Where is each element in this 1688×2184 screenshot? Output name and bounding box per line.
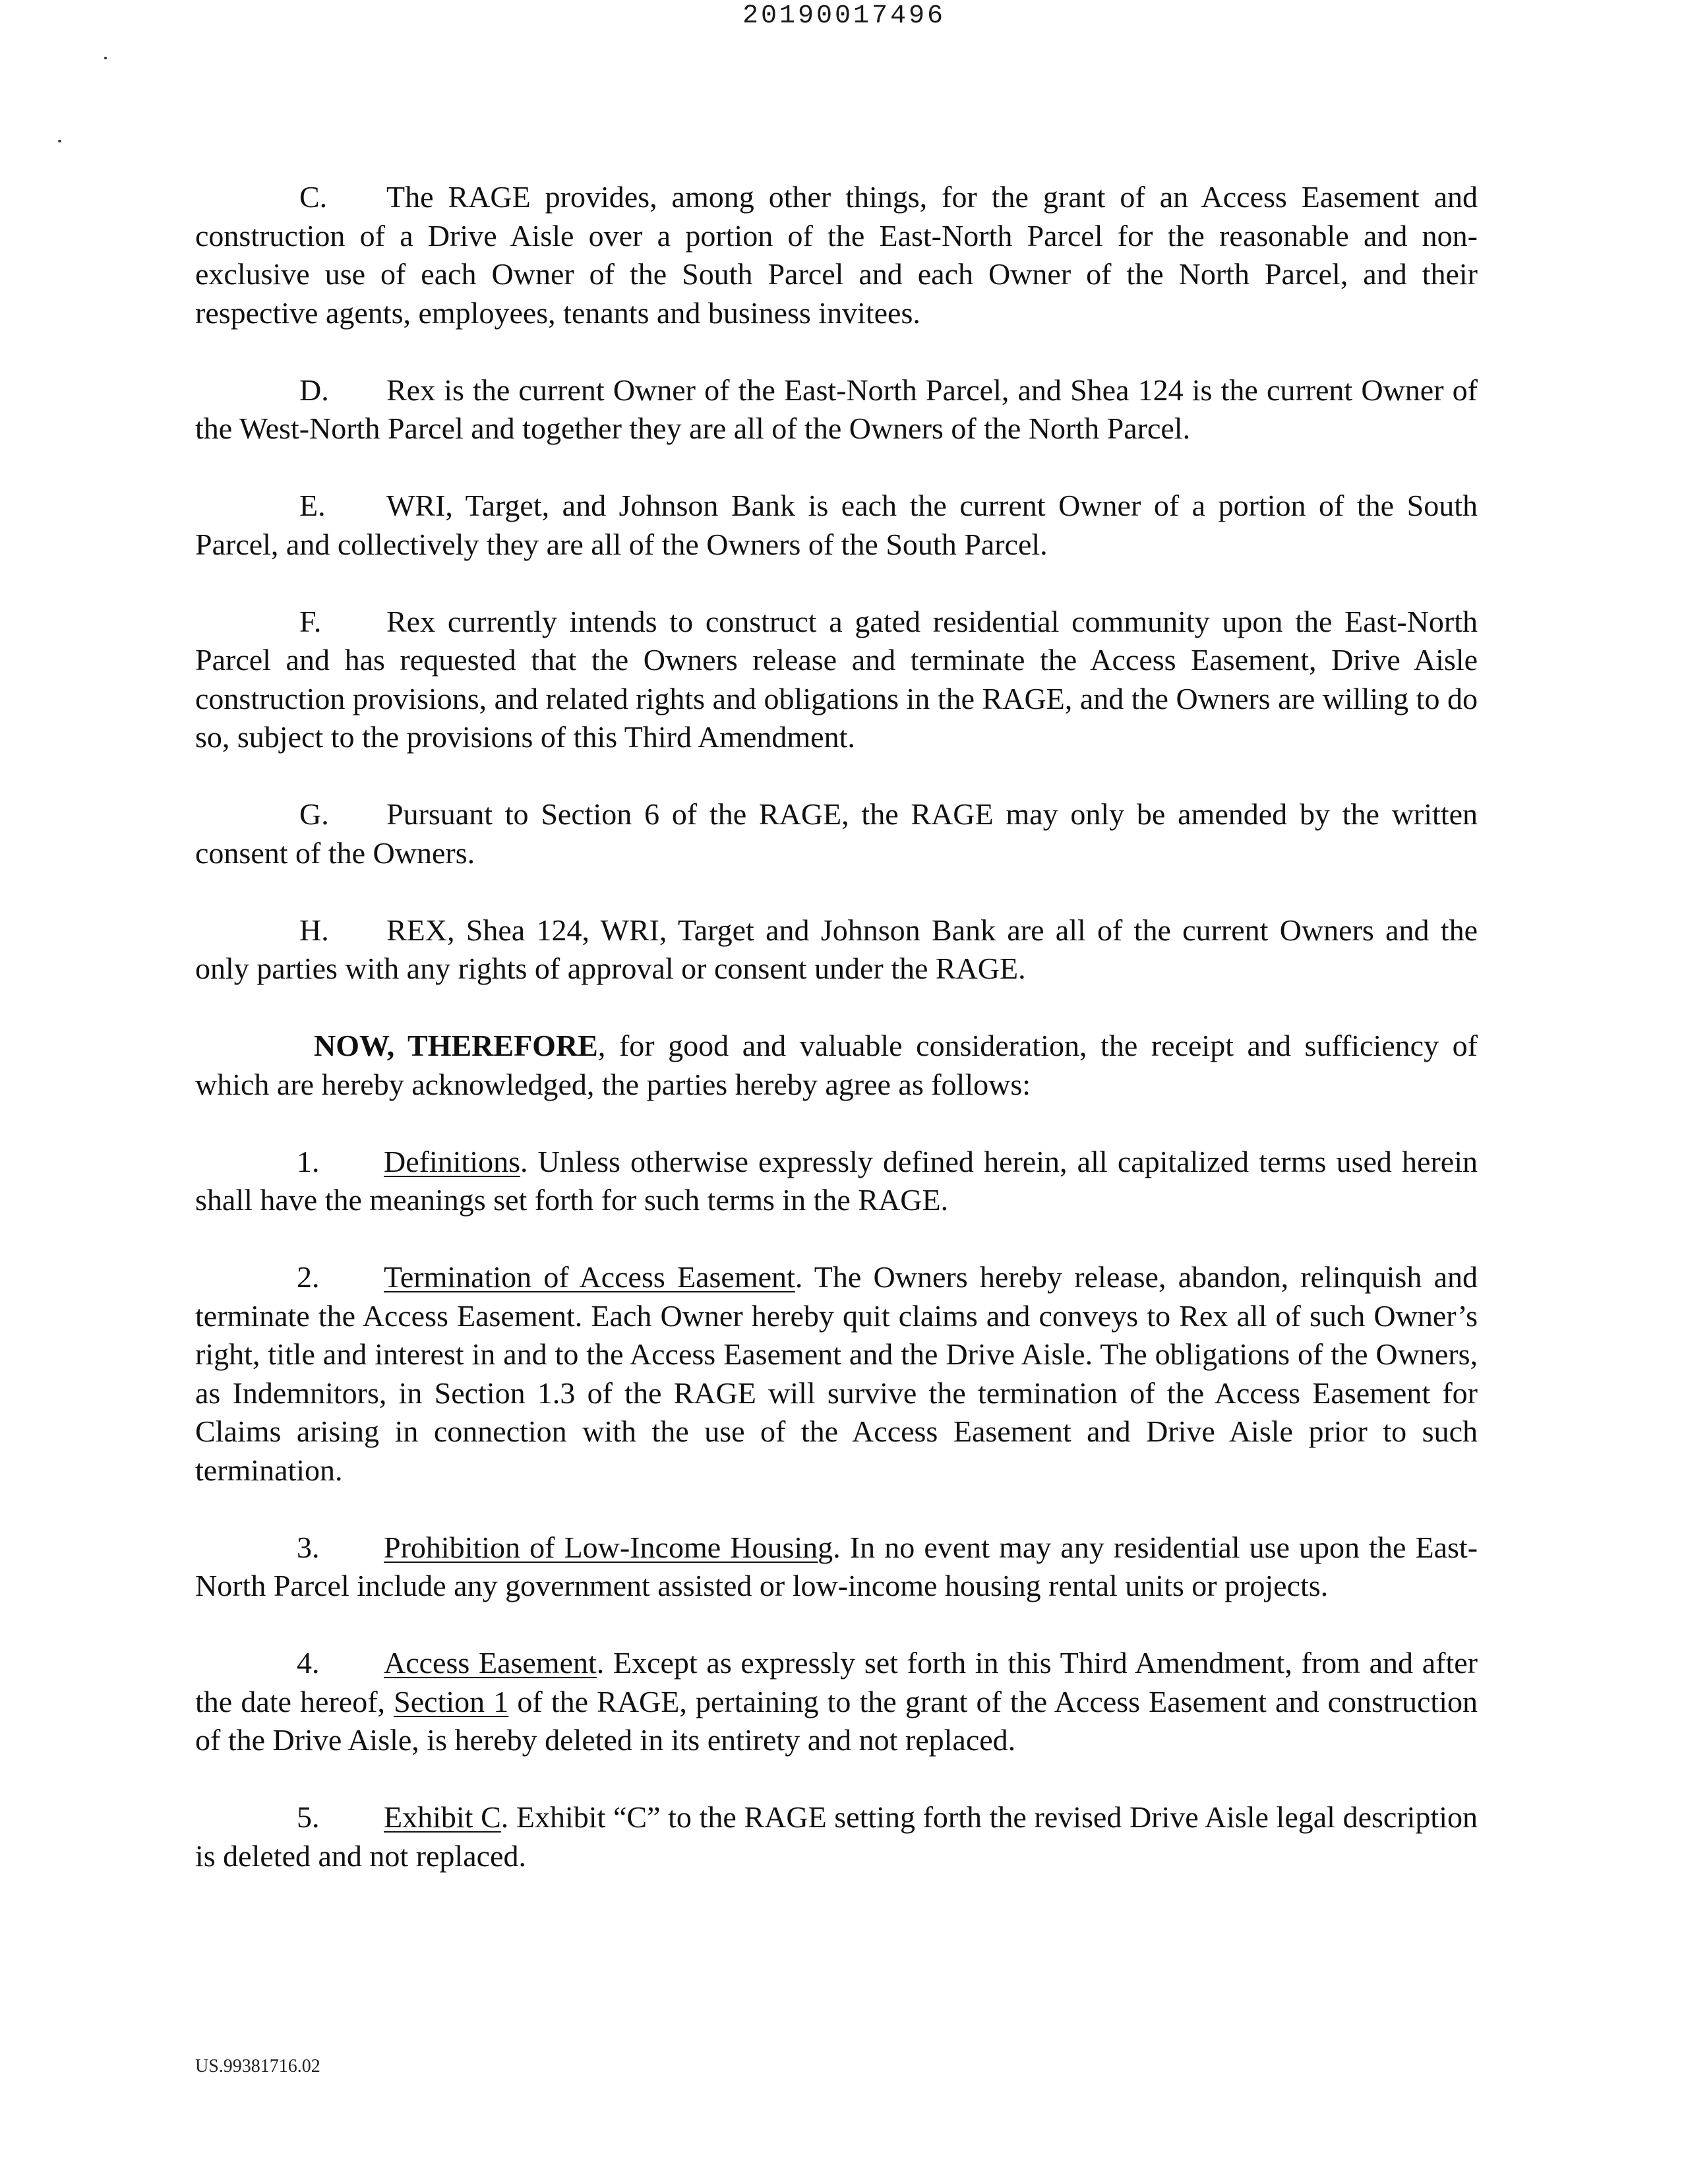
scan-speck (58, 140, 61, 142)
section-reference: Section 1 (394, 1684, 509, 1718)
section-text: . Except as expressly set forth in this Third Amendment, from and after the date hereof, (195, 1646, 1478, 1718)
now-therefore-lead: NOW, THEREFORE (314, 1029, 598, 1062)
section-number: 2. (297, 1260, 320, 1294)
section-number: 4. (297, 1646, 320, 1680)
section-text: . In no event may any residential use upon the East-North Parcel include any government assisted or low-income housing rental units or projects. (195, 1530, 1478, 1602)
section-5 (195, 1798, 1478, 1875)
recital-h (195, 911, 1478, 988)
recital-d (195, 371, 1478, 448)
recital-text: Rex is the current Owner of the East-North Parcel, and Shea 124 is the current Owner of the West-North Parcel and together they are all of the Owners of the North Parcel. (195, 373, 1478, 445)
section-2 (195, 1258, 1478, 1490)
section-text: . Unless otherwise expressly defined herein, all capitalized terms used herein shall have the meanings set forth for such terms in the RAGE. (195, 1144, 1478, 1217)
recital-text: WRI, Target, and Johnson Bank is each the current Owner of a portion of the South Parcel, and collectively they are all of the Owners of the South Parcel. (195, 489, 1478, 561)
recital-c (195, 178, 1478, 332)
document-body (195, 178, 1478, 1914)
now-therefore-text: , for good and valuable consideration, the receipt and sufficiency of which are hereby acknowledged, the parties hereby agree as follows: (195, 1029, 1478, 1101)
section-number: 1. (297, 1144, 320, 1178)
footer-document-id: US.99381716.02 (195, 2056, 320, 2077)
section-number: 3. (297, 1530, 320, 1564)
scan-speck (104, 57, 107, 59)
recital-f (195, 603, 1478, 757)
recital-text: REX, Shea 124, WRI, Target and Johnson Bank are all of the current Owners and the only parties with any rights of approval or consent under the RAGE. (195, 913, 1478, 985)
recital-marker: H. (299, 913, 329, 947)
recital-marker: G. (299, 797, 329, 831)
recital-e (195, 487, 1478, 564)
section-heading: Termination of Access Easement (384, 1260, 795, 1294)
section-heading: Prohibition of Low-Income Housing (384, 1530, 833, 1564)
section-number: 5. (297, 1800, 320, 1834)
recital-text: Rex currently intends to construct a gated residential community upon the East-North Parcel and has requested that the Owners release and terminate the Access Easement, Drive Aisle construction provisions, and related rights and obligations in the RAGE, and the Owners are willing to do so, subject to the provisions of this Third Amendment. (195, 604, 1478, 754)
recital-text: The RAGE provides, among other things, for the grant of an Access Easement and construction of a Drive Aisle over a portion of the East-North Parcel for the reasonable and non-exclusive use of each Owner of the South Parcel and each Owner of the North Parcel, and their respective agents, employees, tenants and business invitees. (195, 180, 1478, 330)
section-text: . The Owners hereby release, abandon, relinquish and terminate the Access Easement. Each Owner hereby quit claims and conveys to Rex all of such Owner’s right, title and interest in and to the Access Easement and the Drive Aisle. The obligations of the Owners, as Indemnitors, in Section 1.3 of the RAGE will survive the termination of the Access Easement for Claims arising in connection with the use of the Access Easement and Drive Aisle prior to such termination. (195, 1260, 1478, 1487)
section-3 (195, 1529, 1478, 1606)
recital-g (195, 795, 1478, 872)
section-text: . Exhibit “C” to the RAGE setting forth the revised Drive Aisle legal description is deleted and not replaced. (195, 1800, 1478, 1873)
recital-marker: C. (299, 180, 328, 214)
now-therefore-clause (195, 1027, 1478, 1104)
section-heading: Exhibit C (384, 1800, 501, 1834)
recital-text: Pursuant to Section 6 of the RAGE, the RAGE may only be amended by the written consent of the Owners. (195, 797, 1478, 870)
section-text-continued: of the RAGE, pertaining to the grant of the Access Easement and construction of the Drive Aisle, is hereby deleted in its entirety and not replaced. (195, 1684, 1478, 1757)
section-heading: Definitions (384, 1144, 520, 1178)
section-1 (195, 1143, 1478, 1220)
section-4 (195, 1644, 1478, 1760)
recording-number: 20190017496 (742, 1, 946, 31)
section-heading: Access Easement (384, 1646, 597, 1680)
recital-marker: D. (299, 373, 329, 407)
recital-marker: F. (299, 604, 322, 638)
recital-marker: E. (299, 489, 326, 522)
